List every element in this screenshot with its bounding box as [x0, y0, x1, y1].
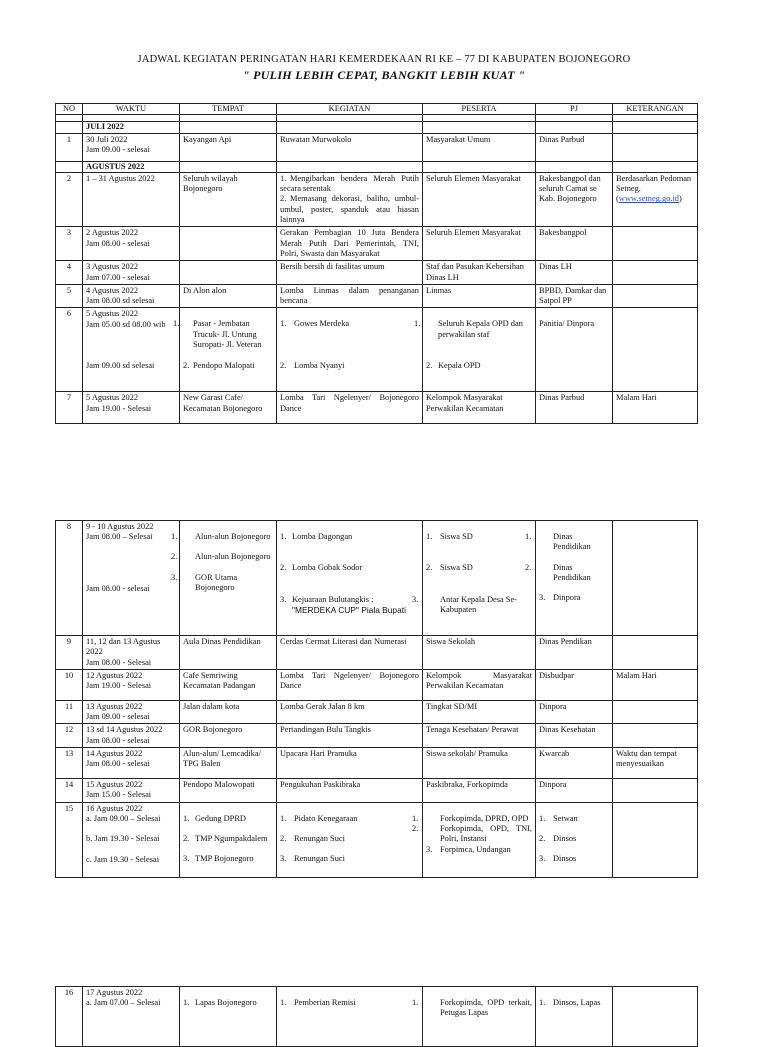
cell-peserta: 1. Seluruh Kepala OPD dan perwakilan staf 2. Kepala OPD — [423, 308, 536, 392]
header-kegiatan: KEGIATAN — [277, 104, 423, 115]
cell-waktu: 11, 12 dan 13 Agustus 2022 Jam 08.00 - Selesai — [83, 636, 180, 670]
table-row — [56, 636, 698, 670]
cell-keterangan — [613, 227, 698, 261]
cell-waktu: 1 – 31 Agustus 2022 — [83, 172, 180, 226]
cell-peserta: Tenaga Kesehatan/ Perawat — [423, 724, 536, 748]
header-no: NO — [56, 104, 83, 115]
table-row — [56, 227, 698, 261]
cell-keterangan — [613, 724, 698, 748]
table-row — [56, 392, 698, 424]
cell-no: 9 — [56, 636, 83, 670]
cell-keterangan — [613, 308, 698, 392]
cell-waktu: 5 Agustus 2022 Jam 05.00 sd 08.00 wib Jam 09.00 sd selesai — [83, 308, 180, 392]
cell-tempat: 1. Pasar - Jembatan Trucuk- Jl. Untung Suropati- Jl. Veteran 2. Pendopo Malopati — [180, 308, 277, 392]
cell-keterangan: Malam Hari — [613, 392, 698, 424]
cell-tempat: Di Alon alon — [180, 284, 277, 308]
cell-keterangan — [613, 521, 698, 636]
table-row — [56, 308, 698, 392]
cell-kegiatan: Lomba Tari Ngelenyer/ Bojonegoro Dance — [277, 392, 423, 424]
cell-waktu: 5 Agustus 2022 Jam 19.00 - Selesai — [83, 392, 180, 424]
cell-pj: Bakesbangpol dan seluruh Camat se Kab. Bojonegoro — [536, 172, 613, 226]
cell-peserta: Paskibraka, Forkopimda — [423, 779, 536, 803]
cell-peserta: Masyarakat Umum — [423, 133, 536, 161]
cell-waktu: 17 Agustus 2022 a. Jam 07.00 – Selesai — [83, 987, 180, 1047]
cell-waktu: 30 Juli 2022 Jam 09.00 - selesai — [83, 133, 180, 161]
cell-tempat: Cafe Semriwing Kecamatan Padangan — [180, 669, 277, 700]
cell-no: 1 — [56, 133, 83, 161]
cell-tempat: Kayangan Api — [180, 133, 277, 161]
cell-pj: Disbudpar — [536, 669, 613, 700]
cell-tempat: Jalan dalam kota — [180, 700, 277, 724]
cell-no: 11 — [56, 700, 83, 724]
cell-pj: 1. Setwan 2. Dinsos 3. Dinsos — [536, 802, 613, 877]
cell-keterangan — [613, 261, 698, 285]
cell-peserta: Seluruh Elemen Masyarakat — [423, 172, 536, 226]
cell-kegiatan: Ruwatan Murwokolo — [277, 133, 423, 161]
cell-no: 6 — [56, 308, 83, 392]
month-row-juli — [56, 122, 698, 133]
cell-kegiatan: Lomba Linmas dalam penanganan bencana — [277, 284, 423, 308]
cell-peserta: Siswa Sekolah — [423, 636, 536, 670]
cell-no: 12 — [56, 724, 83, 748]
cell-kegiatan: Upacara Hari Pramuka — [277, 748, 423, 779]
cell-tempat — [180, 227, 277, 261]
cell-peserta: Seluruh Elemen Masyarakat — [423, 227, 536, 261]
cell-keterangan — [613, 133, 698, 161]
cell-no: 16 — [56, 987, 83, 1047]
cell-pj: Panitia/ Dinpora — [536, 308, 613, 392]
cell-keterangan — [613, 636, 698, 670]
table-row — [56, 700, 698, 724]
cell-peserta: Linmas — [423, 284, 536, 308]
cell-tempat — [180, 261, 277, 285]
cell-kegiatan: 1. Lomba Dagongan 2. Lomba Gobak Sodor 3. Kejuaraan Bulutangkis : "MERDEKA CUP" Piala Bupati — [277, 521, 423, 636]
cell-waktu: 2 Agustus 2022 Jam 08.00 - selesai — [83, 227, 180, 261]
cell-waktu: 3 Agustus 2022 Jam 07.00 - selesai — [83, 261, 180, 285]
cell-tempat: 1. Gedung DPRD 2. TMP Ngumpakdalem 3. TMP Bojonegoro — [180, 802, 277, 877]
header-peserta: PESERTA — [423, 104, 536, 115]
cell-tempat: Aula Dinas Pendidikan — [180, 636, 277, 670]
cell-no: 4 — [56, 261, 83, 285]
schedule-table-part-3 — [55, 986, 698, 1047]
cell-keterangan — [613, 802, 698, 877]
cell-peserta: Staf dan Pasukan Kebersihan Dinas LH — [423, 261, 536, 285]
cell-waktu: 9 - 10 Agustus 2022 Jam 08.00 – Selesai Jam 08.00 - selesai — [83, 521, 180, 636]
cell-tempat: Seluruh wilayah Bojonegoro — [180, 172, 277, 226]
cell-no: 10 — [56, 669, 83, 700]
table-row — [56, 261, 698, 285]
cell-no: 7 — [56, 392, 83, 424]
cell-peserta: Kelompok Masyarakat Perwakilan Kecamatan — [423, 669, 536, 700]
cell-keterangan — [613, 284, 698, 308]
cell-no: 5 — [56, 284, 83, 308]
cell-pj: 1. Dinsos, Lapas — [536, 987, 613, 1047]
cell-kegiatan: Gerakan Pembagian 10 Juta Bendera Merah Putih Dari Pemerintah, TNI, Polri, Swasta dan Masyarakat — [277, 227, 423, 261]
cell-kegiatan: Cerdas Cermat Literasi dan Numerasi — [277, 636, 423, 670]
header-waktu: WAKTU — [83, 104, 180, 115]
cell-no: 3 — [56, 227, 83, 261]
table-row — [56, 724, 698, 748]
table-row — [56, 779, 698, 803]
cell-pj: Bakesbangpol — [536, 227, 613, 261]
table-header-row — [56, 104, 698, 115]
header-pj: PJ — [536, 104, 613, 115]
cell-pj: Dinas Parbud — [536, 392, 613, 424]
cell-kegiatan: Pengukuhan Paskibraka — [277, 779, 423, 803]
table-row — [56, 172, 698, 226]
document-title: JADWAL KEGIATAN PERINGATAN HARI KEMERDEKAAN RI KE – 77 DI KABUPATEN BOJONEGORO — [137, 54, 631, 65]
cell-no: 8 — [56, 521, 83, 636]
cell-pj: BPBD, Damkar dan Satpol PP — [536, 284, 613, 308]
cell-no: 14 — [56, 779, 83, 803]
schedule-table-part-2 — [55, 520, 698, 878]
table-row — [56, 987, 698, 1047]
schedule-table-part-1 — [55, 103, 698, 424]
cell-waktu: 15 Agustus 2022 Jam 15.00 - Selesai — [83, 779, 180, 803]
cell-keterangan — [613, 779, 698, 803]
cell-pj: Dinas Kesehatan — [536, 724, 613, 748]
cell-waktu: 16 Agustus 2022 a. Jam 09.00 – Selesai b. Jam 19.30 - Selesai c. Jam 19.30 - Selesai — [83, 802, 180, 877]
cell-waktu: 13 Agustus 2022 Jam 09.00 - selesai — [83, 700, 180, 724]
document-subtitle: " PULIH LEBIH CEPAT, BANGKIT LEBIH KUAT " — [242, 68, 526, 82]
setneg-link[interactable]: www.setneg.go.id — [618, 194, 679, 204]
cell-pj: Dinas LH — [536, 261, 613, 285]
cell-pj: Dinas Pendikan — [536, 636, 613, 670]
month-label: AGUSTUS 2022 — [83, 161, 180, 172]
month-row-agustus — [56, 161, 698, 172]
cell-tempat: 1. Alun-alun Bojonegoro 2. Alun-alun Bojonegoro 3. GOR Utama Bojonegoro — [180, 521, 277, 636]
cell-peserta: 1. Forkopimda, OPD terkait, Petugas Lapas — [423, 987, 536, 1047]
cell-waktu: 4 Agustus 2022 Jam 08.00 sd selesai — [83, 284, 180, 308]
cell-kegiatan: Lomba Gerak Jalan 8 km — [277, 700, 423, 724]
cell-tempat: Pendopo Malowopati — [180, 779, 277, 803]
cell-peserta: 1. Forkopimda, DPRD, OPD 2. Forkopimda, OPD, TNI, Polri, Instansi 3. Forpimca, Undangan — [423, 802, 536, 877]
cell-peserta: Siswa sekolah/ Pramuka — [423, 748, 536, 779]
cell-keterangan — [613, 987, 698, 1047]
header-keterangan: KETERANGAN — [613, 104, 698, 115]
cell-pj: Dinpora — [536, 700, 613, 724]
cell-kegiatan: 1. Pemberian Remisi — [277, 987, 423, 1047]
cell-kegiatan: Bersih bersih di fasilitas umum — [277, 261, 423, 285]
cell-keterangan: Waktu dan tempat menyesuaikan — [613, 748, 698, 779]
cell-peserta: Kelompok Masyarakat Perwakilan Kecamatan — [423, 392, 536, 424]
table-row — [56, 802, 698, 877]
cell-tempat: Alun-alun/ Lemcadika/ TPG Balen — [180, 748, 277, 779]
month-label: JULI 2022 — [83, 122, 180, 133]
cell-keterangan — [613, 700, 698, 724]
cell-tempat: 1. Lapas Bojonegoro — [180, 987, 277, 1047]
cell-waktu: 12 Agustus 2022 Jam 19.00 - Selesai — [83, 669, 180, 700]
table-row — [56, 669, 698, 700]
cell-waktu: 13 sd 14 Agustus 2022 Jam 08.00 - selesai — [83, 724, 180, 748]
table-row — [56, 748, 698, 779]
cell-waktu: 14 Agustus 2022 Jam 08.00 - selesai — [83, 748, 180, 779]
cell-pj: 1. Dinas Pendidikan 2. Dinas Pendidikan 3. Dinpora — [536, 521, 613, 636]
cell-pj: Kwarcab — [536, 748, 613, 779]
cell-no: 2 — [56, 172, 83, 226]
cell-kegiatan: 1. Pidato Kenegaraan 2. Renungan Suci 3. Renungan Suci — [277, 802, 423, 877]
cell-tempat: New Garasi Cafe/ Kecamatan Bojonegoro — [180, 392, 277, 424]
cell-no: 13 — [56, 748, 83, 779]
cell-peserta: 1. Siswa SD 2. Siswa SD 3. Antar Kepala Desa Se-Kabupaten — [423, 521, 536, 636]
cell-kegiatan: Lomba Tari Ngelenyer/ Bojonegoro Dance — [277, 669, 423, 700]
cell-keterangan: Berdasarkan Pedoman Setneg. (www.setneg.go.id) — [613, 172, 698, 226]
table-row — [56, 284, 698, 308]
cell-kegiatan: 1. Gowes Merdeka 2. Lomba Nyanyi — [277, 308, 423, 392]
cell-tempat: GOR Bojonegoro — [180, 724, 277, 748]
cell-pj: Dinpora — [536, 779, 613, 803]
cell-pj: Dinas Parbud — [536, 133, 613, 161]
cell-kegiatan: Pertandingan Bulu Tangkis — [277, 724, 423, 748]
table-row — [56, 521, 698, 636]
table-row — [56, 133, 698, 161]
cell-keterangan: Malam Hari — [613, 669, 698, 700]
cell-peserta: Tingkat SD/MI — [423, 700, 536, 724]
cell-no: 15 — [56, 802, 83, 877]
cell-kegiatan: 1. Mengibarkan bendera Merah Putih secara serentak 2. Memasang dekorasi, baliho, umbul-umbul, poster, spanduk atau hiasan lainnya — [277, 172, 423, 226]
header-tempat: TEMPAT — [180, 104, 277, 115]
